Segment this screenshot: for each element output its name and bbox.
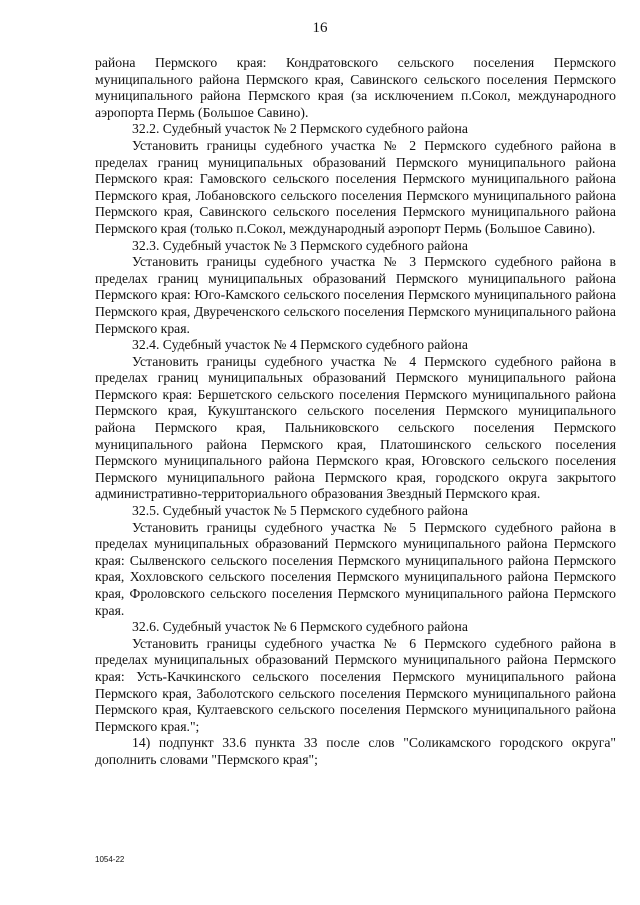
paragraph: района Пермского края: Кондратовского сельского поселения Пермского муниципального района Пермского края, Савинского сельского поселения Пермского муниципального района Пермского края (за исключением п.Сокол, международного аэропорта Пермь (Большое Савино). — [95, 55, 616, 120]
paragraph: Установить границы судебного участка № 3 Пермского судебного района в пределах границ муниципальных образований Пермского муниципального района Пермского края: Юго-Камского сельского поселения Пермского муниципального района Пермского края, Двуреченского сельского поселения Пермского муниципального района Пермского края. — [95, 254, 616, 336]
paragraph: Установить границы судебного участка № 6 Пермского судебного района в пределах муниципальных образований Пермского муниципального района Пермского края: Усть-Качкинского сельского поселения Пермского муниципального района Пермского края, Заболотского сельского поселения Пермского муниципального района Пермского края, Култаевского сельского поселения Пермского муниципального района Пермского края."; — [95, 635, 616, 734]
section-heading: 32.5. Судебный участок № 5 Пермского судебного района — [132, 503, 468, 519]
section-heading: 32.4. Судебный участок № 4 Пермского судебного района — [132, 337, 468, 353]
document-body — [95, 55, 616, 769]
section-heading: 32.3. Судебный участок № 3 Пермского судебного района — [132, 237, 468, 253]
section-heading: 32.6. Судебный участок № 6 Пермского судебного района — [132, 619, 468, 635]
paragraph: Установить границы судебного участка № 5 Пермского судебного района в пределах муниципальных образований Пермского муниципального района Пермского края: Сылвенского сельского поселения Пермского муниципального района Пермского края, Хохловского сельского поселения Пермского муниципального района Пермского края, Фроловского сельского поселения Пермского муниципального района Пермского края. — [95, 519, 616, 618]
section-heading: 32.2. Судебный участок № 2 Пермского судебного района — [132, 121, 468, 137]
paragraph: Установить границы судебного участка № 2 Пермского судебного района в пределах границ муниципальных образований Пермского муниципального района Пермского края: Гамовского сельского поселения Пермского муниципального района Пермского края, Лобановского сельского поселения Пермского муниципального района Пермского края, Савинского сельского поселения Пермского муниципального района Пермского края (только п.Сокол, международный аэропорт Пермь (Большое Савино). — [95, 137, 616, 236]
paragraph: Установить границы судебного участка № 4 Пермского судебного района в пределах границ муниципальных образований Пермского муниципального района Пермского края: Бершетского сельского поселения Пермского муниципального района Пермского края, Кукуштанского сельского поселения Пермского муниципального района Пермского края, Пальниковского сельского поселения Пермского муниципального района Пермского края, Платошинского сельского поселения Пермского муниципального района Пермского края, Юговского сельского поселения Пермского муниципального района Пермского края, городского округа закрытого административно-территориального образования Звездный Пермского края. — [95, 353, 616, 502]
document-code: 1054-22 — [95, 855, 125, 864]
paragraph: 14) подпункт 33.6 пункта 33 после слов "Соликамского городского округа" дополнить словами "Пермского края"; — [95, 735, 616, 767]
page-number: 16 — [312, 20, 328, 36]
